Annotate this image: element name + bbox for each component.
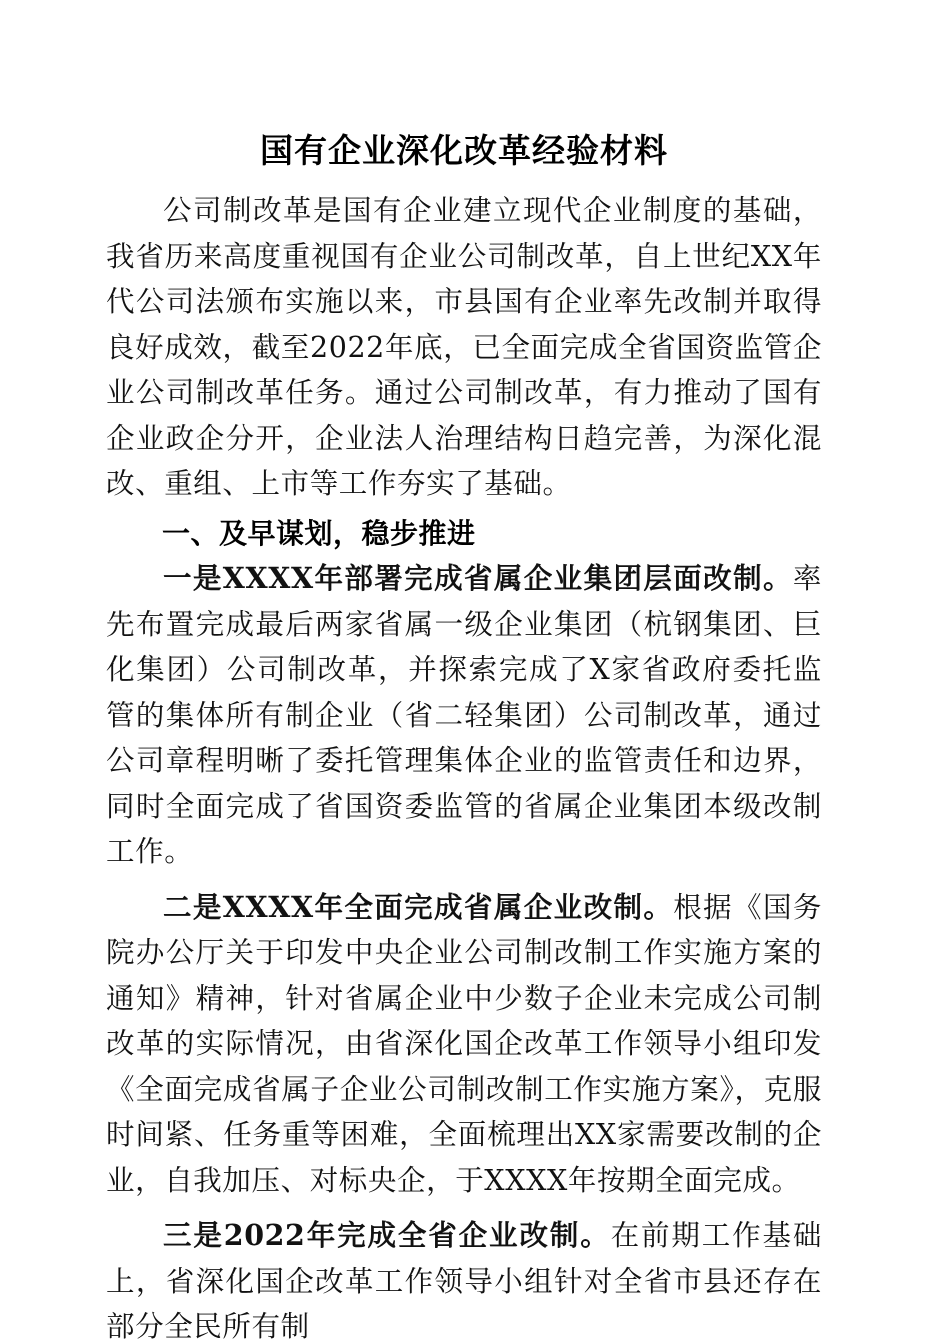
- spacer: [106, 1203, 822, 1213]
- item-one-lead: 一是XXXX年部署完成省属企业集团层面改制。: [163, 561, 793, 595]
- document-text-column: [106, 0, 822, 1344]
- item-one-rest: 率先布置完成最后两家省属一级企业集团（杭钢集团、巨化集团）公司制改革，并探索完成了X家省政府委托监管的集体所有制企业（省二轻集团）公司制改革，通过公司章程明晰了委托管理集体企业的监管责任和边界，同时全面完成了省国资委监管的省属企业集团本级改制工作。: [106, 562, 822, 868]
- item-two-lead: 二是XXXX年全面完成省属企业改制。: [163, 889, 674, 924]
- spacer: [106, 875, 822, 885]
- intro-paragraph: 公司制改革是国有企业建立现代企业制度的基础，我省历来高度重视国有企业公司制改革，自上世纪XX年代公司法颁布实施以来，市县国有企业率先改制并取得良好成效，截至2022年底，已全面完成全省国资监管企业公司制改革任务。通过公司制改革，有力推动了国有企业政企分开，企业法人治理结构日趋完善，为深化混改、重组、上市等工作夯实了基础。: [106, 194, 822, 500]
- item-three-rest: 在前期工作基础上，省深化国企改革工作领导小组针对全省市县还存在部分全民所有制: [106, 1219, 822, 1343]
- section-heading-one: 一、及早谋划，稳步推进: [162, 516, 476, 550]
- item-three-paragraph: [106, 1213, 822, 1344]
- item-three-lead: 三是2022年完成全省企业改制。: [163, 1218, 611, 1252]
- page-title: 国有企业深化改革经验材料: [260, 131, 668, 170]
- item-two-rest: 根据《国务院办公厅关于印发中央企业公司制改制工作实施方案的通知》精神，针对省属企业中少数子企业未完成公司制改革的实际情况，由省深化国企改革工作领导小组印发《全面完成省属子企业公司制改制工作实施方案》，克服时间紧、任务重等困难，全面梳理出XX家需要改制的企业，自我加压、对标央企，于XXXX年按期全面完成。: [106, 890, 822, 1197]
- item-two-paragraph: [106, 885, 822, 1204]
- item-one-paragraph: [106, 556, 822, 875]
